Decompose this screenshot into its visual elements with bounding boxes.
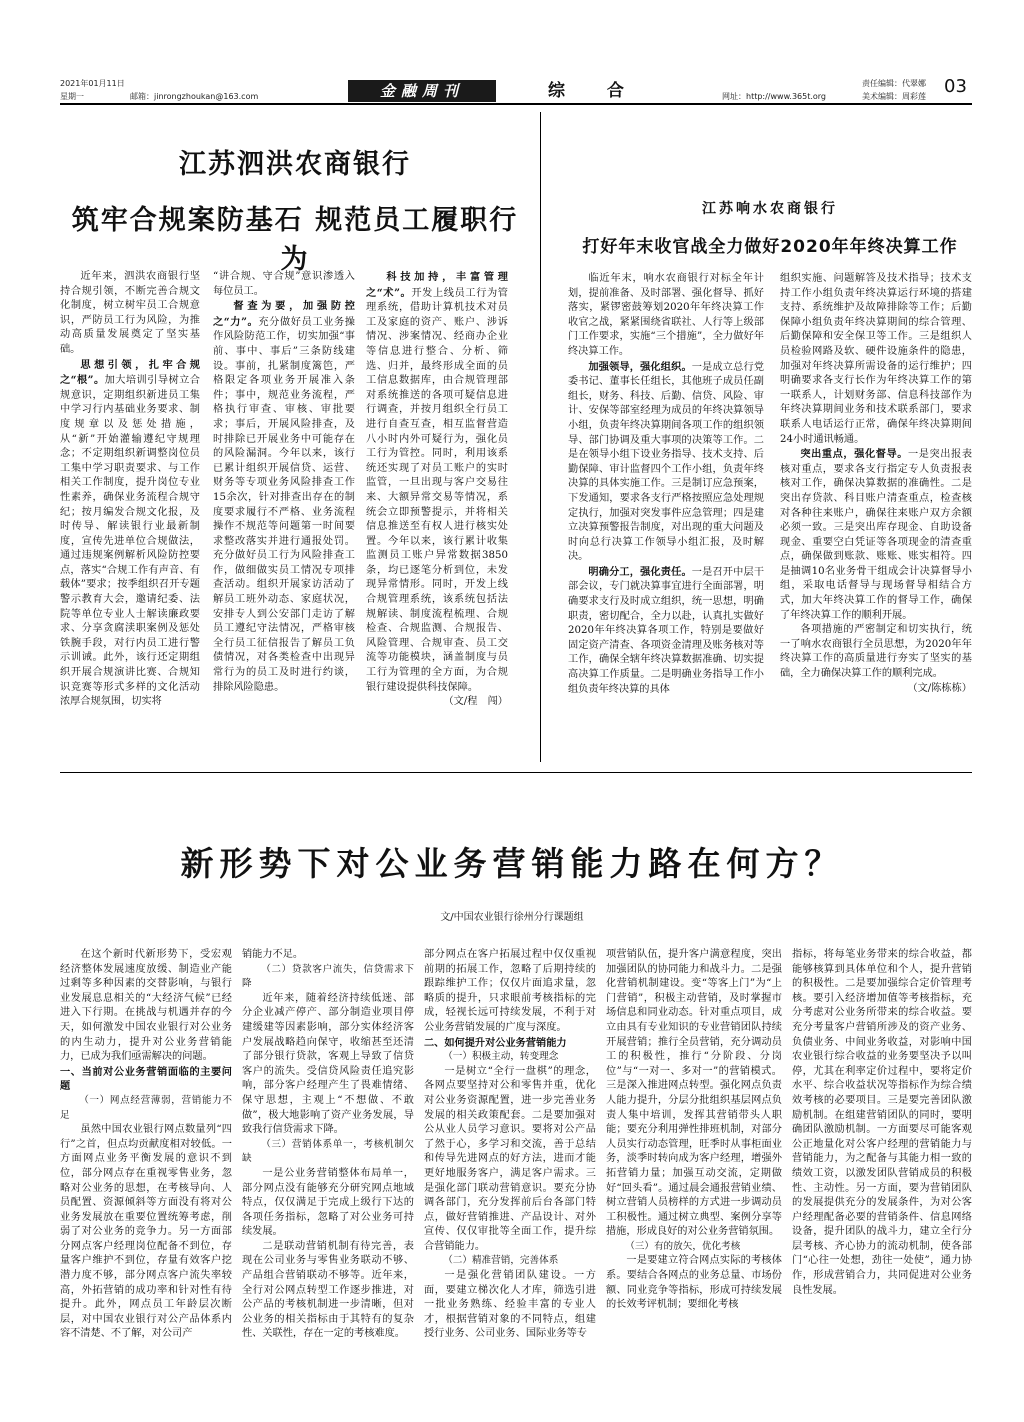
- article3-col2: [242, 948, 414, 1378]
- paragraph: 虽然中国农业银行网点数量列“四行”之首，但点均贡献度相对较低。一方面网点业务平衡发展的意识不到位，部分网点存在重视零售业务，忽略对公业务的思想，在考核导向、人员配置、资源倾斜等方面没有将对公业务发展放在重要位置统筹考虑，削弱了对公业务的竞争力。另一方面部分网点客户经理岗位配备不到位，存量客户维护不到位，存量有效客户挖潜力度不够，部分网点客户流失率较高，外拓营销的成功率和针对性有待提升。此外，网点员工年龄层次断层，对中国农业银行对公产品体系内容不清楚、不了解，对公司产: [60, 1124, 232, 1340]
- column-divider: [540, 112, 541, 762]
- article3-col3: [424, 948, 596, 1378]
- byline: （文/程 闯）: [443, 696, 508, 708]
- paragraph: 二是联动营销机制有待完善，表现在公司业务与零售业务联动不够、产品组合营销联动不够等。近年来，全行对公网点转型工作逐步推进，对公产品的考核机制进一步清晰，但对公业务的相关指标由于其特有的复杂性、关联性，存在一定的考核难度。: [242, 1240, 414, 1340]
- header-rule: [60, 103, 972, 105]
- email: 邮箱：jinrongzhoukan@163.com: [130, 92, 259, 101]
- page-number: 03: [944, 76, 967, 97]
- paragraph: [568, 360, 764, 565]
- subheading: 加强领导，强化组织。: [588, 360, 692, 373]
- paragraph-text: 充分做好员工业务操作风险防范工作，切实加强“事前、事中、事后”三条防线建设。事前，扎紧制度篱笆，严格限定各项业务开展准入条件；事中，规范业务流程，严格执行审查、审核、审批要求；事后，开展风险排查，及时排除已开展业务中可能存在的风险漏洞。今年以来，该行已累计组织开展信贷、运营、财务等专项业务风险排查工作15余次，针对排查出存在的制度要求履行不严格、业务流程操作不规范等问题第一时间要求整改落实并进行通报处罚。充分做好员工行为风险排查工作，做细做实员工情况专项排查活动。组织开展家访活动了解员工班外动态、家庭状况，安排专人到公安部门走访了解员工遵纪守法情况，严格审核全行员工征信报告了解员工负债情况，对各类检查中出现异常行为的员工及时进行约谈，排除风险隐患。: [213, 316, 355, 693]
- paragraph: 各项措施的严密制定和切实执行，统一了响水农商银行全员思想，为2020年年终决算工作的高质量进行夯实了坚实的基础，全力确保决算工作的顺利完成。: [780, 624, 972, 680]
- article1-col2: [213, 270, 355, 760]
- subheading: 突出重点，强化督导。: [800, 448, 909, 461]
- article3-author: 文/中国农业银行徐州分行课题组: [440, 912, 584, 923]
- paragraph-continued: “讲合规、守合规”意识渗透入每位员工。: [213, 271, 355, 297]
- section-heading: 一、当前对公业务营销面临的主要问题: [60, 1065, 232, 1093]
- paragraph-text: 一是成立总行党委书记、董事长任组长，其他班子成员任副组长，财务、科技、后勤、信贷、风险、审计、安保等部室经理为成员的年终决算领导小组，负责年终决算期间各项工作的组织领导、部门协调及重大事项的决策等工作。二是在领导小组下设业务指导、技术支持、后勤保障、审计监督四个工作小组，负责年终决算的具体实施工作。三是制订应急预案，下发通知，要求各支行严格按照应急处理规定执行，加强对突发事件应急管理；四是建立决算预警报告制度，对出现的重大问题及时向总行决算工作领导小组汇报，及时解决。: [568, 361, 764, 563]
- subsection-heading: （三）有的放矢，优化考核: [625, 1240, 741, 1252]
- subsection-heading: （一）积极主动，转变理念: [443, 1051, 559, 1063]
- article2-col1: [568, 272, 764, 760]
- subsection-heading: （一）网点经营薄弱，营销能力不足: [60, 1094, 232, 1121]
- art-editor: 美术编辑：周彩莲: [862, 92, 926, 101]
- paragraph: 近年来，随着经济持续低迷、部分企业减产停产、部分制造业项目停建缓建等因素影响，部分实体经济客户发展战略趋向保守，收缩甚至还清了部分银行贷款，客观上导致了信贷客户的流失。受信贷风险责任追究影响，部分客户经理产生了畏难情绪、保守思想，主观上“不想做、不敢做”，极大地影响了资产业务发展，导致我行信贷需求下降。: [242, 992, 414, 1136]
- paragraph: [780, 447, 972, 623]
- article1-title-line2: 筑牢合规案防基石 规范员工履职行为: [71, 205, 519, 275]
- article3-col4: [606, 948, 782, 1378]
- article2-title-line2: 打好年末收官战全力做好2020年年终决算工作: [582, 237, 958, 257]
- article3-col5: [792, 948, 972, 1378]
- paragraph: 在这个新时代新形势下，受宏观经济整体发展速度放缓、制造业产能过剩等多种因素的交替影响，与银行业发展息息相关的“大经济气候”已经进入下行期。在挑战与机遇并存的今天，如何激发中国农业银行对公业务的内生动力，提升对公业务营销能力，已成为我们亟需解决的问题。: [60, 949, 232, 1063]
- website: 网址：http://www.365t.org: [722, 92, 827, 101]
- editor: 责任编辑：代翠娜: [862, 79, 926, 88]
- subheading: 科技加持，丰富管理之“术”。: [366, 271, 508, 299]
- section-title: 综 合: [548, 81, 642, 101]
- paragraph-text: 一是召开中层干部会议，专门就决算事宜进行全面部署，明确要求支行及时成立组织，统一思想，明确职责，密切配合，全力以赴，认真扎实做好2020年年终决算各项工作，特别是要做好固定资产清查、各项资金清理及账务核对等工作，确保全辖年终决算数据准确、切实提高决算工作质量。二是明确业务指导工作小组负责年终决算的具体: [568, 566, 764, 695]
- subheading: 思想引领，扎牢合规之“根”。: [60, 358, 200, 387]
- paragraph-continued: 项营销队伍，提升客户满意程度，突出加强团队的协同能力和战斗力。二是强化营销机制建设。变“等客上门”为“上门营销”，积极主动营销，及时掌握市场信息和同业动态。针对重点项目，成立由具有专业知识的专业营销团队持续开展营销；推行全员营销，充分调动员工的积极性，推行“分阶段、分岗位”与“一对一、多对一”的营销模式。三是深入推进网点转型。强化网点负责人能力提升，分层分批组织基层网点负责人集中培训，发挥其营销带头人职能；要充分利用弹性排班机制，对部分人员实行动态管理，旺季时从事柜面业务，淡季时转向成为客户经理，增强外拓营销力量；加强互动交流，定期做好“回头看”。通过晨会通报营销业绩、树立营销人员榜样的方式进一步调动员工积极性。通过树立典型、案例分享等措施，形成良好的对公业务营销氛围。: [606, 949, 782, 1238]
- paragraph-continued: 指标，将每笔业务带来的综合收益，都能够核算到具体单位和个人，提升营销的积极性。二是要加强综合定价管理考核。要引入经济增加值等考核指标，充分考虑对公业务所带来的综合收益。要充分考量客户营销所涉及的资产业务、负债业务、中间业务收益，对影响中国农业银行综合收益的业务要坚决予以叫停，尤其在利率定价过程中，要将定价水平、综合收益状况等指标作为综合绩效考核的必要项目。三是要完善团队激励机制。在组建营销团队的同时，要明确团队激励机制。一方面要尽可能客观公正地量化对公客户经理的营销能力与营销能力，为之配备与其能力相一致的绩效工资，以激发团队营销成员的积极性、主动性。另一方面，要为营销团队的发展提供充分的发展条件，为对公客户经理配备必要的营销条件、信息网络设备，提升团队的战斗力，建立全行分层考核、齐心协力的流动机制，使各部门“心往一处想，劲往一处使”，通力协作，形成营销合力，共同促进对公业务良性发展。: [792, 949, 972, 1296]
- paragraph: 一是公业务营销整体布局单一，部分网点没有能够充分研究网点地域特点，仅仅满足于完成上级行下达的各项任务指标，忽略了对公业务可持续发展。: [242, 1167, 414, 1238]
- byline: （文/陈栋栋）: [907, 682, 972, 694]
- paragraph: [568, 565, 764, 697]
- subheading: 明确分工，强化责任。: [588, 565, 692, 578]
- paragraph: [60, 358, 200, 710]
- paragraph-continued: 销能力不足。: [242, 949, 304, 960]
- section-heading: 二、如何提升对公业务营销能力: [424, 1036, 567, 1049]
- section-rule: [60, 772, 972, 773]
- paragraph-text: 加大培训引导树立合规意识，定期组织新进员工集中学习行内基础业务要求、制度规章以及惩处措施，从“新”开始灌输遵纪守规理念；不定期组织新调整岗位员工集中学习职责要求、与工作相关工作制度，提升岗位专业性素养，确保业务流程合规守纪；按月编发合规文化报，及时传导、解读银行业最新制度，宣传先进单位合规做法，通过违规案例解析风险防控要点，落实“合规工作有声音、有载体”要求；按季组织召开专题警示教育大会，邀请纪委、法院等单位专业人士解读廉政要求、分享贪腐渎职案例及惩处铁腕手段，对行内员工进行警示训诫。此外，该行还定期组织开展合规演讲比赛、合规知识竞赛等形式多样的文化活动浓厚合规氛围，切实将: [60, 375, 200, 708]
- paragraph-text: 一是突出报表核对重点，要求各支行指定专人负责报表核对工作，确保决算数据的准确性。二是突出存贷款、科目账户清查重点，检查核对各种往来账户，确保往来账户双方余额必须一致。三是突出库存现金、自助设备现金、重要空白凭证等各项现金的清查重点，确保做到账款、账账、账实相符。四是抽调10名业务骨干组成会计决算督导小组，采取电话督导与现场督导相结合方式，加大年终决算工作的督导工作，确保了年终决算工作的顺利开展。: [780, 449, 972, 621]
- paragraph: [213, 299, 355, 695]
- issue-date: 2021年01月11日: [60, 79, 125, 88]
- subsection-heading: （三）营销体系单一，考核机制欠缺: [242, 1138, 414, 1165]
- article1-col1: [60, 270, 200, 760]
- article2-col2: [780, 272, 972, 760]
- paragraph-text: 开发上线员工行为管理系统，借助计算机技术对员工及家庭的资产、账户、涉诉情况、涉案情况、经商办企业等信息进行整合、分析、筛选、归并，最终形成全面的员工信息数据库，由合规管理部对系统推送的各项可疑信息进行调查，并按月组织全行员工进行自查互查，相互监督营造八小时内外可疑行为，强化员工行为管控。同时，利用该系统还实现了对员工账户的实时监管，一旦出现与客户交易往来、大额异常交易等情况，系统会立即预警提示，并将相关信息推送至有权人进行核实处置。今年以来，该行累计收集监测员工账户异常数据3850条，均已逐笔分析到位，未发现异常情形。同时，开发上线合规管理系统，该系统包括法规解读、制度流程梳理、合规检查、合规监测、合规报告、风险管理、合规审查、员工交流等功能模块，涵盖制度与员工行为管理的全方面，为合规银行建设提供科技保障。: [366, 287, 508, 693]
- paragraph: 近年来，泗洪农商银行坚持合规引领，不断完善合规文化制度，树立树牢员工合规意识，严防员工行为风险，为推动高质量发展奠定了坚实基础。: [60, 271, 200, 355]
- paragraph-continued: 部分网点在客户拓展过程中仅仅重视前期的拓展工作，忽略了后期持续的跟踪维护工作；仅仅片面追求量，忽略质的提升，只求眼前考核指标的完成，轻视长远可持续发展，不利于对公业务营销发展的广度与深度。: [424, 949, 596, 1033]
- paragraph: 一是树立“全行一盘棋”的理念，各网点要坚持对公和零售并重，优化对公业务资源配置，进一步完善业务发展的相关政策配套。二是要加强对公从业人员学习意识。要将对公产品了然于心，多学习和交流，善于总结和传导先进网点的好方法，进而才能更好地服务客户，满足客户需求。三是强化部门联动营销意识。要充分协调各部门，充分发挥前后台各部门特点，做好营销推进、产品设计、对外宣传、仅仅审批等全面工作，提升综合营销能力。: [424, 1065, 596, 1252]
- article3-title: 新形势下对公业务营销能力路在何方？: [180, 844, 844, 883]
- paragraph-continued: 组织实施、问题解答及技术指导；技术支持工作小组负责年终决算运行环境的搭建支持、系统维护及故障排除等工作；后勤保障小组负责年终决算期间的综合管理、后勤保障和安全保卫等工作。三是组织人员检验网路及软、硬件设施条件的隐患，加强对年终决算所需设备的运行维护；四明确要求各支行长作为年终决算工作的第一联系人，计划财务部、信息科技部作为年终决算期间业务和技术联系部门，要求联系人电话运行正常，确保年终决算期间24小时通讯畅通。: [780, 273, 972, 445]
- paragraph: [366, 270, 508, 695]
- subsection-heading: （二）贷款客户流失，信贷需求下降: [242, 963, 414, 990]
- issue-weekday: 星期一: [60, 92, 84, 101]
- article1-title-line1: 江苏泗洪农商银行: [179, 149, 411, 180]
- article2-title-line1: 江苏响水农商银行: [702, 201, 838, 217]
- article1-col3: [366, 270, 508, 760]
- paragraph: 临近年末，响水农商银行对标全年计划，提前准备、及时部署、强化督导、抓好落实，紧锣密鼓筹划2020年年终决算工作收官之战，紧紧围绕省联社、人行等上级部门工作要求，实施“三个措施”，全力做好年终决算工作。: [568, 273, 764, 357]
- subheading: 督查为要，加强防控之“力”。: [213, 300, 355, 328]
- article3-col1: [60, 948, 232, 1378]
- subsection-heading: （二）精准营销，完善体系: [443, 1255, 559, 1267]
- paragraph: 一是要建立符合网点实际的考核体系。要结合各网点的业务总量、市场份额、同业竞争等指标，形成可持续发展的长效考评机制；要细化考核: [606, 1255, 782, 1311]
- paragraph: 一是强化营销团队建设。一方面，要建立梯次化人才库，筛选引进一批业务熟练、经验丰富的专业人才，根据营销对象的不同特点，组建授行业务、公司业务、国际业务等专: [424, 1270, 596, 1340]
- masthead-logo: 金融周刊: [348, 80, 496, 102]
